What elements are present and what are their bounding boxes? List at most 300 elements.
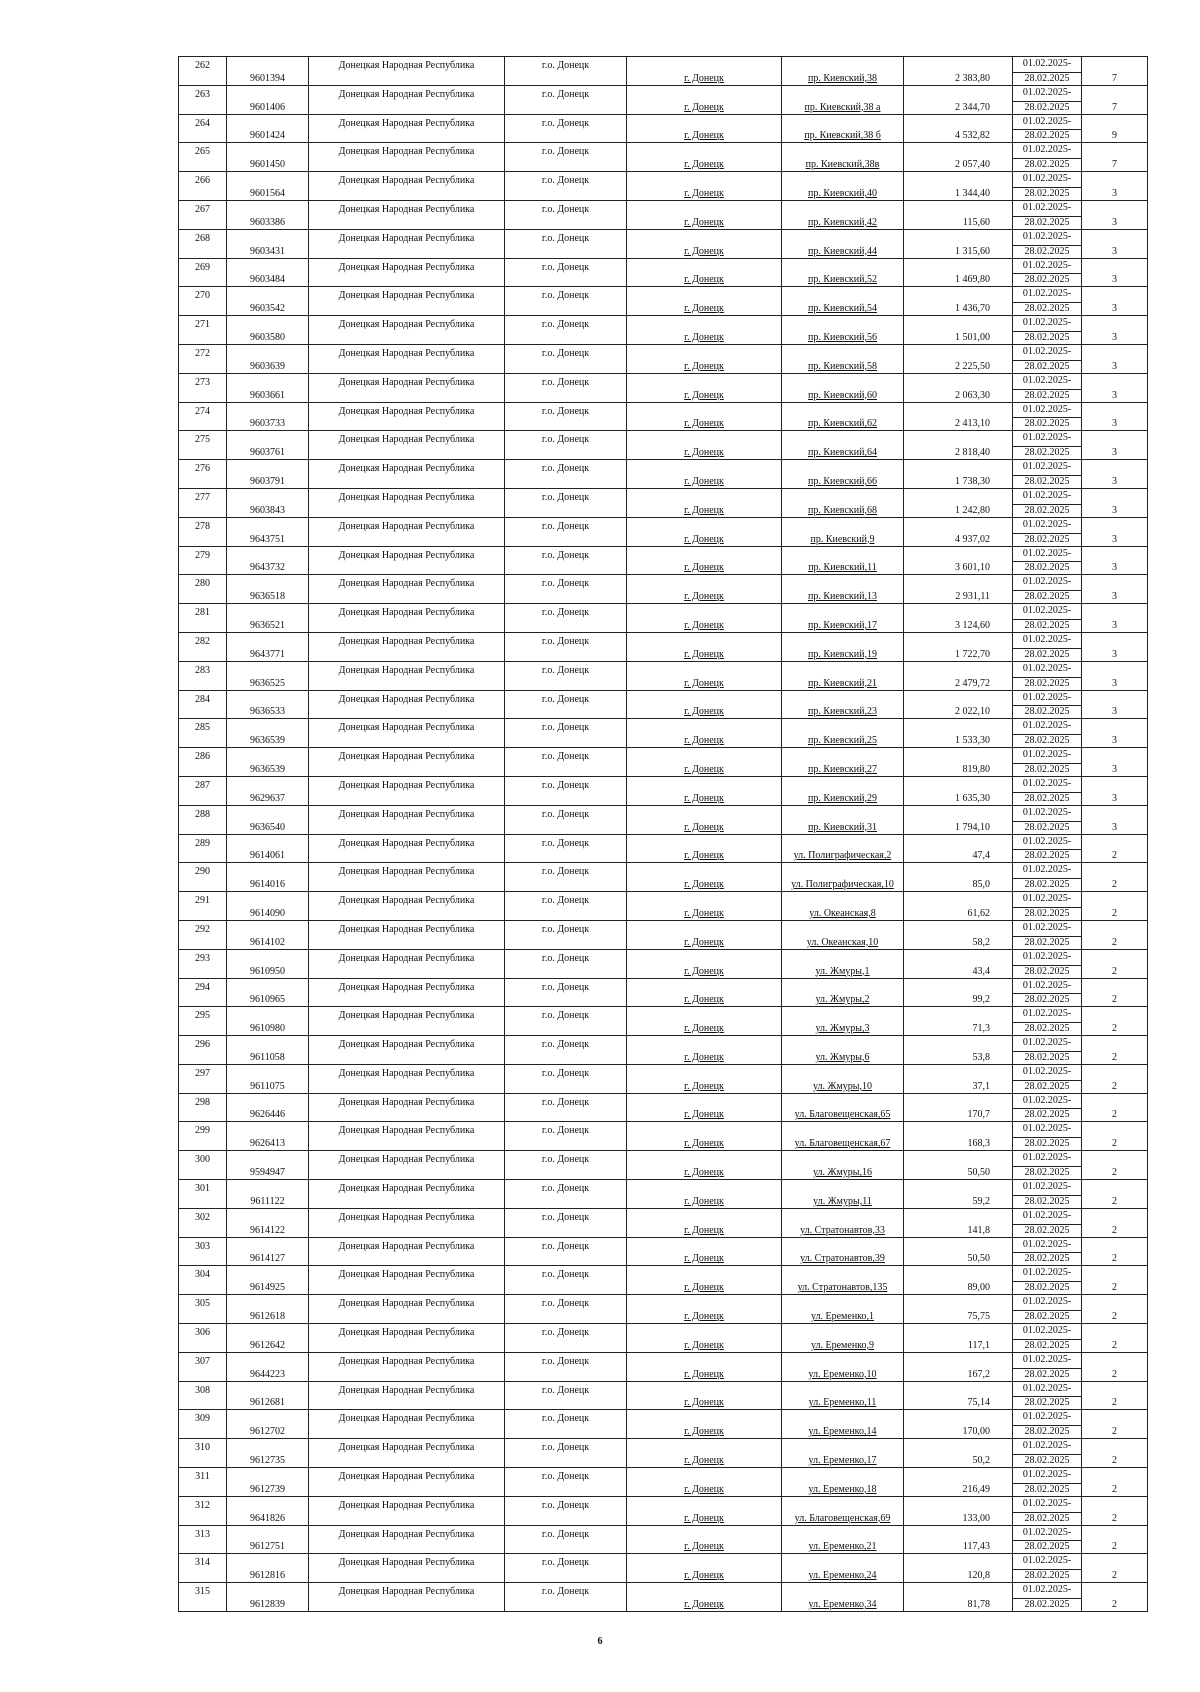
table-row: [179, 517, 1148, 546]
period-end: 28.02.2025: [1013, 1166, 1081, 1178]
republic-cell: [309, 690, 505, 719]
city-district-cell: [505, 1007, 627, 1036]
count-cell: [1082, 1439, 1148, 1468]
object-code-cell: [227, 834, 309, 863]
locality: г. Донецк: [684, 648, 724, 660]
city-district-cell: [505, 1093, 627, 1122]
row-number-cell: [179, 143, 227, 172]
locality-cell: [627, 776, 782, 805]
count-cell: [1082, 575, 1148, 604]
table-row: [179, 920, 1148, 949]
republic-cell: [309, 546, 505, 575]
republic-cell: [309, 200, 505, 229]
object-code: 9612735: [250, 1455, 285, 1467]
city-district-cell: [505, 517, 627, 546]
row-number-cell: [179, 488, 227, 517]
address-cell: [782, 1554, 904, 1583]
table-row: [179, 1266, 1148, 1295]
object-code-cell: [227, 229, 309, 258]
period-start: 01.02.2025-: [1022, 1209, 1072, 1221]
row-number: 281: [195, 607, 210, 619]
area-cell: [904, 1007, 1013, 1036]
count-value: 3: [1112, 303, 1117, 315]
area-cell: [904, 172, 1013, 201]
count-value: 2: [1112, 1541, 1117, 1553]
area-cell: [904, 1468, 1013, 1497]
count-value: 3: [1112, 331, 1117, 343]
row-number: 280: [195, 578, 210, 590]
address-cell: [782, 748, 904, 777]
republic-cell: [309, 143, 505, 172]
period-start: 01.02.2025-: [1022, 1555, 1072, 1567]
locality: г. Донецк: [684, 1483, 724, 1495]
count-value: 7: [1112, 72, 1117, 84]
city-district: г.о. Донецк: [541, 347, 590, 359]
locality-cell: [627, 1093, 782, 1122]
row-number: 286: [195, 751, 210, 763]
row-number: 309: [195, 1413, 210, 1425]
period-end: 28.02.2025: [1013, 72, 1081, 84]
area-value: 120,8: [967, 1570, 990, 1582]
period-cell: [1013, 1496, 1082, 1525]
locality: г. Донецк: [684, 187, 724, 199]
republic-cell: [309, 1180, 505, 1209]
count-cell: [1082, 1122, 1148, 1151]
locality-cell: [627, 1583, 782, 1612]
city-district: г.о. Донецк: [541, 1183, 590, 1195]
republic-name: Донецкая Народная Республика: [338, 1039, 475, 1051]
object-code-cell: [227, 632, 309, 661]
table-row: [179, 1381, 1148, 1410]
city-district-cell: [505, 1525, 627, 1554]
row-number: 267: [195, 203, 210, 215]
row-number-cell: [179, 1381, 227, 1410]
locality-cell: [627, 1180, 782, 1209]
period-start: 01.02.2025-: [1022, 547, 1072, 559]
area-value: 167,2: [967, 1368, 990, 1380]
area-cell: [904, 1410, 1013, 1439]
city-district: г.о. Донецк: [541, 1067, 590, 1079]
city-district-cell: [505, 834, 627, 863]
republic-cell: [309, 1439, 505, 1468]
period-cell: [1013, 834, 1082, 863]
locality-cell: [627, 143, 782, 172]
republic-name: Донецкая Народная Республика: [338, 232, 475, 244]
period-start: 01.02.2025-: [1022, 86, 1072, 98]
object-code: 9603580: [250, 331, 285, 343]
count-value: 2: [1112, 1512, 1117, 1524]
period-start: 01.02.2025-: [1022, 1353, 1072, 1365]
register-table: [178, 56, 1148, 1612]
table-row: [179, 114, 1148, 143]
table-row: [179, 316, 1148, 345]
street-address: пр. Киевский,52: [808, 274, 877, 286]
republic-cell: [309, 431, 505, 460]
city-district: г.о. Донецк: [541, 808, 590, 820]
table-row: [179, 1036, 1148, 1065]
period-cell: [1013, 517, 1082, 546]
object-code-cell: [227, 460, 309, 489]
period-start: 01.02.2025-: [1022, 201, 1072, 213]
city-district: г.о. Донецк: [541, 1442, 590, 1454]
period-end: 28.02.2025: [1013, 792, 1081, 804]
row-number-cell: [179, 85, 227, 114]
locality: г. Донецк: [684, 1455, 724, 1467]
table-row: [179, 1554, 1148, 1583]
city-district: г.о. Донецк: [541, 751, 590, 763]
object-code: 9612751: [250, 1541, 285, 1553]
address-cell: [782, 229, 904, 258]
city-district: г.о. Донецк: [541, 1327, 590, 1339]
table-row: [179, 1410, 1148, 1439]
period-cell: [1013, 920, 1082, 949]
count-cell: [1082, 1496, 1148, 1525]
count-cell: [1082, 1295, 1148, 1324]
object-code: 9644223: [250, 1368, 285, 1380]
city-district-cell: [505, 776, 627, 805]
row-number-cell: [179, 1064, 227, 1093]
row-number-cell: [179, 1237, 227, 1266]
area-cell: [904, 748, 1013, 777]
city-district: г.о. Донецк: [541, 549, 590, 561]
address-cell: [782, 1266, 904, 1295]
address-cell: [782, 1151, 904, 1180]
object-code-cell: [227, 892, 309, 921]
table-row: [179, 258, 1148, 287]
count-value: 3: [1112, 187, 1117, 199]
address-cell: [782, 978, 904, 1007]
republic-name: Донецкая Народная Республика: [338, 1499, 475, 1511]
republic-name: Донецкая Народная Республика: [338, 1154, 475, 1166]
locality-cell: [627, 488, 782, 517]
city-district: г.о. Донецк: [541, 1298, 590, 1310]
period-cell: [1013, 114, 1082, 143]
period-start: 01.02.2025-: [1022, 749, 1072, 761]
address-cell: [782, 920, 904, 949]
city-district: г.о. Донецк: [541, 175, 590, 187]
period-start: 01.02.2025-: [1022, 1497, 1072, 1509]
city-district-cell: [505, 863, 627, 892]
locality: г. Донецк: [684, 706, 724, 718]
period-cell: [1013, 1064, 1082, 1093]
city-district: г.о. Донецк: [541, 722, 590, 734]
area-value: 47,4: [972, 850, 990, 862]
locality-cell: [627, 1151, 782, 1180]
city-district: г.о. Донецк: [541, 146, 590, 158]
locality: г. Донецк: [684, 1426, 724, 1438]
city-district: г.о. Донецк: [541, 1010, 590, 1022]
republic-name: Донецкая Народная Республика: [338, 1010, 475, 1022]
table-row: [179, 460, 1148, 489]
period-start: 01.02.2025-: [1022, 518, 1072, 530]
object-code-cell: [227, 1151, 309, 1180]
area-value: 1 738,30: [955, 475, 990, 487]
area-value: 1 794,10: [955, 821, 990, 833]
locality: г. Донецк: [684, 1541, 724, 1553]
row-number-cell: [179, 690, 227, 719]
period-start: 01.02.2025-: [1022, 115, 1072, 127]
street-address: пр. Киевский,56: [808, 331, 877, 343]
area-cell: [904, 1208, 1013, 1237]
table-row: [179, 748, 1148, 777]
period-cell: [1013, 1583, 1082, 1612]
row-number-cell: [179, 719, 227, 748]
republic-cell: [309, 344, 505, 373]
republic-name: Донецкая Народная Республика: [338, 1528, 475, 1540]
count-cell: [1082, 1352, 1148, 1381]
street-address: пр. Киевский,62: [808, 418, 877, 430]
period-cell: [1013, 1036, 1082, 1065]
address-cell: [782, 1295, 904, 1324]
address-cell: [782, 546, 904, 575]
republic-name: Донецкая Народная Республика: [338, 1067, 475, 1079]
row-number-cell: [179, 316, 227, 345]
address-cell: [782, 1496, 904, 1525]
republic-cell: [309, 172, 505, 201]
period-start: 01.02.2025-: [1022, 1267, 1072, 1279]
row-number: 266: [195, 175, 210, 187]
street-address: пр. Киевский,54: [808, 303, 877, 315]
object-code-cell: [227, 690, 309, 719]
period-start: 01.02.2025-: [1022, 777, 1072, 789]
street-address: ул. Еременко,10: [808, 1368, 877, 1380]
count-value: 3: [1112, 274, 1117, 286]
street-address: ул. Еременко,14: [808, 1426, 877, 1438]
locality-cell: [627, 1410, 782, 1439]
period-cell: [1013, 1122, 1082, 1151]
republic-name: Донецкая Народная Республика: [338, 923, 475, 935]
street-address: ул. Жмуры,11: [813, 1195, 872, 1207]
row-number-cell: [179, 892, 227, 921]
period-start: 01.02.2025-: [1022, 144, 1072, 156]
row-number: 308: [195, 1384, 210, 1396]
republic-name: Донецкая Народная Республика: [338, 290, 475, 302]
count-cell: [1082, 344, 1148, 373]
republic-name: Донецкая Народная Республика: [338, 1327, 475, 1339]
table-row: [179, 57, 1148, 86]
row-number-cell: [179, 805, 227, 834]
row-number-cell: [179, 748, 227, 777]
city-district-cell: [505, 402, 627, 431]
count-value: 2: [1112, 1599, 1117, 1611]
republic-name: Донецкая Народная Республика: [338, 491, 475, 503]
object-code: 9614925: [250, 1282, 285, 1294]
table-body: [179, 57, 1148, 1612]
area-cell: [904, 661, 1013, 690]
address-cell: [782, 1583, 904, 1612]
row-number-cell: [179, 1583, 227, 1612]
street-address: ул. Жмуры,16: [812, 1167, 873, 1179]
count-value: 3: [1112, 216, 1117, 228]
period-start: 01.02.2025-: [1022, 835, 1072, 847]
period-start: 01.02.2025-: [1022, 1065, 1072, 1077]
city-district: г.о. Донецк: [541, 837, 590, 849]
period-end: 28.02.2025: [1013, 907, 1081, 919]
count-value: 7: [1112, 159, 1117, 171]
count-value: 3: [1112, 360, 1117, 372]
city-district-cell: [505, 1324, 627, 1353]
city-district-cell: [505, 1151, 627, 1180]
area-value: 2 479,72: [955, 677, 990, 689]
count-cell: [1082, 1381, 1148, 1410]
period-cell: [1013, 1381, 1082, 1410]
locality: г. Донецк: [684, 216, 724, 228]
period-end: 28.02.2025: [1013, 763, 1081, 775]
object-code: 9641826: [250, 1512, 285, 1524]
object-code: 9643732: [250, 562, 285, 574]
area-cell: [904, 546, 1013, 575]
object-code: 9603639: [250, 360, 285, 372]
street-address: пр. Киевский,9: [810, 533, 875, 545]
count-cell: [1082, 1064, 1148, 1093]
republic-cell: [309, 1266, 505, 1295]
period-cell: [1013, 488, 1082, 517]
area-value: 81,78: [967, 1599, 990, 1611]
row-number: 262: [195, 60, 210, 71]
period-cell: [1013, 632, 1082, 661]
republic-cell: [309, 1007, 505, 1036]
republic-cell: [309, 575, 505, 604]
republic-name: Донецкая Народная Республика: [338, 1183, 475, 1195]
period-end: 28.02.2025: [1013, 331, 1081, 343]
row-number: 305: [195, 1298, 210, 1310]
count-cell: [1082, 1208, 1148, 1237]
row-number-cell: [179, 1007, 227, 1036]
object-code: 9614122: [250, 1224, 285, 1236]
row-number-cell: [179, 1496, 227, 1525]
area-value: 117,43: [962, 1541, 990, 1553]
object-code: 9614102: [250, 936, 285, 948]
count-cell: [1082, 949, 1148, 978]
period-start: 01.02.2025-: [1022, 979, 1072, 991]
locality: г. Донецк: [684, 1397, 724, 1409]
area-cell: [904, 920, 1013, 949]
row-number-cell: [179, 200, 227, 229]
city-district-cell: [505, 1439, 627, 1468]
republic-cell: [309, 316, 505, 345]
republic-name: Донецкая Народная Республика: [338, 607, 475, 619]
address-cell: [782, 1180, 904, 1209]
locality-cell: [627, 748, 782, 777]
republic-name: Донецкая Народная Республика: [338, 895, 475, 907]
area-value: 1 436,70: [955, 303, 990, 315]
count-cell: [1082, 229, 1148, 258]
object-code-cell: [227, 1295, 309, 1324]
row-number: 272: [195, 347, 210, 359]
row-number: 306: [195, 1327, 210, 1339]
period-cell: [1013, 1352, 1082, 1381]
count-value: 3: [1112, 648, 1117, 660]
republic-cell: [309, 1324, 505, 1353]
republic-name: Донецкая Народная Республика: [338, 751, 475, 763]
period-end: 28.02.2025: [1013, 878, 1081, 890]
period-start: 01.02.2025-: [1022, 1411, 1072, 1423]
street-address: пр. Киевский,27: [808, 763, 877, 775]
period-end: 28.02.2025: [1013, 734, 1081, 746]
city-district: г.о. Донецк: [541, 607, 590, 619]
row-number: 292: [195, 923, 210, 935]
republic-name: Донецкая Народная Республика: [338, 117, 475, 129]
city-district-cell: [505, 1064, 627, 1093]
period-end: 28.02.2025: [1013, 273, 1081, 285]
address-cell: [782, 488, 904, 517]
city-district: г.о. Донецк: [541, 1499, 590, 1511]
period-end: 28.02.2025: [1013, 446, 1081, 458]
table-row: [179, 1007, 1148, 1036]
period-cell: [1013, 776, 1082, 805]
republic-name: Донецкая Народная Республика: [338, 1211, 475, 1223]
locality-cell: [627, 834, 782, 863]
address-cell: [782, 863, 904, 892]
period-start: 01.02.2025-: [1022, 864, 1072, 876]
republic-name: Донецкая Народная Республика: [338, 1384, 475, 1396]
row-number-cell: [179, 258, 227, 287]
area-value: 3 124,60: [955, 619, 990, 631]
city-district: г.о. Донецк: [541, 1211, 590, 1223]
street-address: пр. Киевский,40: [808, 187, 877, 199]
object-code-cell: [227, 431, 309, 460]
locality: г. Донецк: [684, 533, 724, 545]
republic-name: Донецкая Народная Республика: [338, 1355, 475, 1367]
count-cell: [1082, 373, 1148, 402]
object-code: 9636539: [250, 763, 285, 775]
table-row: [179, 1208, 1148, 1237]
table-row: [179, 834, 1148, 863]
object-code: 9612702: [250, 1426, 285, 1438]
object-code-cell: [227, 1208, 309, 1237]
city-district: г.о. Донецк: [541, 952, 590, 964]
row-number: 302: [195, 1211, 210, 1223]
period-end: 28.02.2025: [1013, 993, 1081, 1005]
area-cell: [904, 1496, 1013, 1525]
street-address: пр. Киевский,31: [808, 821, 877, 833]
city-district-cell: [505, 460, 627, 489]
street-address: пр. Киевский,11: [808, 562, 877, 574]
count-value: 2: [1112, 965, 1117, 977]
republic-name: Донецкая Народная Республика: [338, 520, 475, 532]
republic-name: Донецкая Народная Республика: [338, 1298, 475, 1310]
count-value: 3: [1112, 418, 1117, 430]
object-code-cell: [227, 402, 309, 431]
table-row: [179, 1496, 1148, 1525]
count-cell: [1082, 834, 1148, 863]
locality-cell: [627, 805, 782, 834]
count-cell: [1082, 776, 1148, 805]
row-number: 283: [195, 664, 210, 676]
period-start: 01.02.2025-: [1022, 1469, 1072, 1481]
period-start: 01.02.2025-: [1022, 461, 1072, 473]
period-end: 28.02.2025: [1013, 965, 1081, 977]
period-cell: [1013, 1525, 1082, 1554]
row-number: 294: [195, 981, 210, 993]
street-address: ул. Полиграфическая,2: [793, 850, 892, 862]
locality-cell: [627, 229, 782, 258]
address-cell: [782, 316, 904, 345]
locality-cell: [627, 1352, 782, 1381]
republic-name: Донецкая Народная Республика: [338, 635, 475, 647]
area-cell: [904, 316, 1013, 345]
period-start: 01.02.2025-: [1022, 662, 1072, 674]
area-value: 50,50: [967, 1253, 990, 1265]
locality: г. Донецк: [684, 159, 724, 171]
count-cell: [1082, 287, 1148, 316]
city-district: г.о. Донецк: [541, 1528, 590, 1540]
locality: г. Донецк: [684, 619, 724, 631]
period-end: 28.02.2025: [1013, 187, 1081, 199]
area-cell: [904, 1180, 1013, 1209]
area-cell: [904, 85, 1013, 114]
period-start: 01.02.2025-: [1022, 288, 1072, 300]
